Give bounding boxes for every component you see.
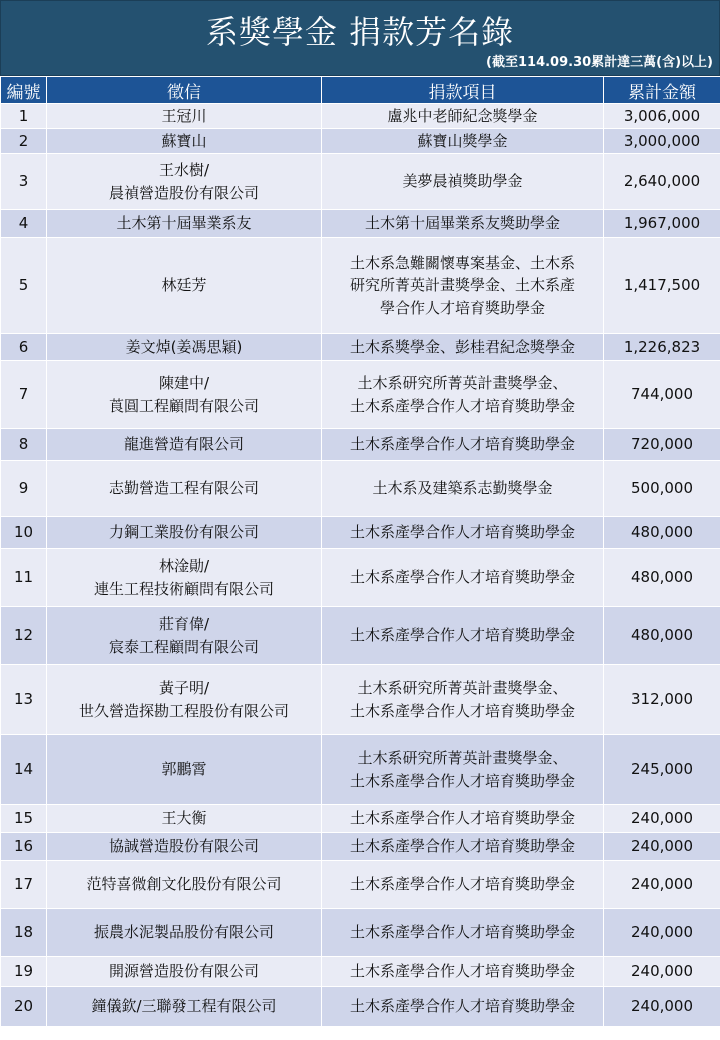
amount-cell: 480,000 [604, 517, 720, 549]
project-cell [322, 104, 604, 129]
row-number: 10 [1, 517, 47, 549]
project-line: 土木系產學合作人才培育獎助學金 [349, 809, 575, 828]
donor-cell [47, 805, 322, 833]
donor-name-line: 王水樹/ [158, 161, 210, 179]
project-line: 美夢晨禎獎助學金 [402, 172, 523, 191]
amount-cell: 240,000 [604, 861, 720, 909]
amount-cell: 1,417,500 [604, 238, 720, 334]
project-cell [322, 129, 604, 154]
table-row [1, 154, 720, 210]
project-cell [322, 607, 604, 665]
row-number: 18 [1, 909, 47, 957]
project-line: 研究所菁英計畫獎學金、土木系產 [349, 276, 575, 295]
donor-cell [47, 957, 322, 987]
project-cell [322, 987, 604, 1027]
donor-name-line: 龍進營造有限公司 [123, 435, 244, 454]
amount-cell: 744,000 [604, 361, 720, 429]
column-header-number: 編號 [1, 77, 47, 104]
project-line: 土木系產學合作人才培育獎助學金 [349, 435, 575, 454]
row-number: 13 [1, 665, 47, 735]
amount-cell: 500,000 [604, 461, 720, 517]
donor-cell [47, 210, 322, 238]
table-row [1, 665, 720, 735]
column-header-donor: 徵信 [47, 77, 322, 104]
amount-cell: 2,640,000 [604, 154, 720, 210]
project-line: 土木系產學合作人才培育獎助學金 [349, 701, 575, 720]
project-line: 蘇寶山獎學金 [417, 131, 508, 150]
donor-name-line: 郭鵬霄 [161, 760, 207, 779]
donor-name-line: 陳建中/ [158, 374, 210, 392]
project-line: 土木系產學合作人才培育獎助學金 [349, 771, 575, 790]
table-row [1, 549, 720, 607]
donor-cell [47, 429, 322, 461]
project-cell [322, 429, 604, 461]
project-line: 土木系獎學金、彭桂君紀念獎學金 [349, 337, 575, 356]
amount-cell: 240,000 [604, 833, 720, 861]
donor-cell [47, 735, 322, 805]
amount-cell: 312,000 [604, 665, 720, 735]
amount-cell: 240,000 [604, 987, 720, 1027]
table-row [1, 805, 720, 833]
table-row [1, 210, 720, 238]
donor-name-line: 土木第十屆畢業系友 [116, 214, 252, 233]
project-cell [322, 957, 604, 987]
row-number: 15 [1, 805, 47, 833]
donor-name-line: 王冠川 [161, 106, 207, 125]
project-line: 土木系產學合作人才培育獎助學金 [349, 962, 575, 981]
project-cell [322, 549, 604, 607]
donor-name-line: 蘇寶山 [161, 131, 207, 150]
project-line: 土木系急難關懷專案基金、土木系 [349, 253, 575, 272]
table-row [1, 238, 720, 334]
row-number: 11 [1, 549, 47, 607]
project-line: 學合作人才培育獎助學金 [379, 298, 545, 317]
donor-cell [47, 104, 322, 129]
project-cell [322, 461, 604, 517]
donor-name-line: 振農水泥製品股份有限公司 [93, 923, 274, 942]
project-line: 盧兆中老師紀念獎學金 [387, 106, 538, 125]
row-number: 19 [1, 957, 47, 987]
project-line: 土木第十屆畢業系友獎助學金 [364, 214, 560, 233]
amount-cell: 245,000 [604, 735, 720, 805]
donor-cell [47, 833, 322, 861]
amount-cell: 3,000,000 [604, 129, 720, 154]
project-line: 土木系產學合作人才培育獎助學金 [349, 568, 575, 587]
donor-name-line: 晨禎營造股份有限公司 [108, 183, 259, 202]
donor-name-line: 莊育偉/ [158, 615, 210, 633]
project-line: 土木系產學合作人才培育獎助學金 [349, 523, 575, 542]
donor-name-line: 范特喜微創文化股份有限公司 [86, 875, 282, 894]
table-row [1, 987, 720, 1027]
column-header-project: 捐款項目 [322, 77, 604, 104]
row-number: 7 [1, 361, 47, 429]
project-line: 土木系研究所菁英計畫獎學金、 [357, 374, 568, 392]
row-number: 14 [1, 735, 47, 805]
project-line: 土木系產學合作人才培育獎助學金 [349, 837, 575, 856]
amount-cell: 240,000 [604, 909, 720, 957]
project-line: 土木系研究所菁英計畫獎學金、 [357, 749, 568, 767]
donor-table [0, 76, 720, 1027]
donor-cell [47, 154, 322, 210]
project-cell [322, 517, 604, 549]
amount-cell: 240,000 [604, 957, 720, 987]
header-banner [0, 0, 720, 76]
project-cell [322, 805, 604, 833]
table-row [1, 735, 720, 805]
project-cell [322, 154, 604, 210]
project-cell [322, 861, 604, 909]
amount-cell: 240,000 [604, 805, 720, 833]
donor-name-line: 鐘儀欽/三聯發工程有限公司 [91, 997, 277, 1016]
donor-cell [47, 909, 322, 957]
table-row [1, 833, 720, 861]
row-number: 4 [1, 210, 47, 238]
donor-name-line: 力鋼工業股份有限公司 [108, 523, 259, 542]
row-number: 5 [1, 238, 47, 334]
amount-cell: 1,226,823 [604, 334, 720, 361]
donor-cell [47, 238, 322, 334]
project-cell [322, 361, 604, 429]
table-body [1, 104, 720, 1027]
row-number: 9 [1, 461, 47, 517]
donor-name-line: 王大衡 [161, 809, 207, 828]
donor-cell [47, 461, 322, 517]
donor-cell [47, 665, 322, 735]
row-number: 1 [1, 104, 47, 129]
amount-cell: 480,000 [604, 607, 720, 665]
donor-name-line: 林淦勛/ [158, 557, 210, 575]
project-cell [322, 238, 604, 334]
project-line: 土木系研究所菁英計畫獎學金、 [357, 679, 568, 697]
donor-name-line: 林廷芳 [161, 276, 207, 295]
project-line: 土木系產學合作人才培育獎助學金 [349, 626, 575, 645]
project-cell [322, 833, 604, 861]
project-cell [322, 665, 604, 735]
donor-name-line: 志勤營造工程有限公司 [108, 479, 259, 498]
table-row [1, 361, 720, 429]
donor-name-line: 協誠營造股份有限公司 [108, 837, 259, 856]
donor-cell [47, 334, 322, 361]
donor-cell [47, 361, 322, 429]
donor-name-line: 世久營造探勘工程股份有限公司 [78, 701, 289, 720]
donor-cell [47, 129, 322, 154]
project-line: 土木系產學合作人才培育獎助學金 [349, 997, 575, 1016]
project-cell [322, 735, 604, 805]
amount-cell: 480,000 [604, 549, 720, 607]
donor-name-line: 黃子明/ [158, 679, 210, 697]
row-number: 12 [1, 607, 47, 665]
table-row [1, 517, 720, 549]
row-number: 20 [1, 987, 47, 1027]
project-line: 土木系及建築系志勤獎學金 [372, 479, 553, 498]
project-cell [322, 909, 604, 957]
donor-cell [47, 517, 322, 549]
row-number: 6 [1, 334, 47, 361]
table-header-row [1, 77, 720, 104]
project-line: 土木系產學合作人才培育獎助學金 [349, 875, 575, 894]
row-number: 2 [1, 129, 47, 154]
table-row [1, 909, 720, 957]
project-cell [322, 210, 604, 238]
project-line: 土木系產學合作人才培育獎助學金 [349, 396, 575, 415]
amount-cell: 720,000 [604, 429, 720, 461]
donor-name-line: 姜文焯(姜馮思穎) [125, 337, 243, 356]
donor-name-line: 連生工程技術顧問有限公司 [93, 579, 274, 598]
table-row [1, 334, 720, 361]
donor-name-line: 開源營造股份有限公司 [108, 962, 259, 981]
table-row [1, 461, 720, 517]
row-number: 16 [1, 833, 47, 861]
table-row [1, 861, 720, 909]
donor-cell [47, 607, 322, 665]
project-line: 土木系產學合作人才培育獎助學金 [349, 923, 575, 942]
column-header-amount: 累計金額 [604, 77, 720, 104]
project-cell [322, 334, 604, 361]
row-number: 8 [1, 429, 47, 461]
donor-cell [47, 549, 322, 607]
table-row [1, 104, 720, 129]
table-row [1, 429, 720, 461]
amount-cell: 3,006,000 [604, 104, 720, 129]
page-title: 系獎學金 捐款芳名錄 [205, 13, 515, 51]
table-row [1, 129, 720, 154]
row-number: 3 [1, 154, 47, 210]
donor-cell [47, 987, 322, 1027]
page-subtitle: (截至114.09.30累計達三萬(含)以上) [486, 55, 713, 70]
table-row [1, 957, 720, 987]
table-row [1, 607, 720, 665]
amount-cell: 1,967,000 [604, 210, 720, 238]
donor-name-line: 宸泰工程顧問有限公司 [108, 637, 259, 656]
donor-cell [47, 861, 322, 909]
donor-name-line: 莨圓工程顧問有限公司 [108, 396, 259, 415]
row-number: 17 [1, 861, 47, 909]
